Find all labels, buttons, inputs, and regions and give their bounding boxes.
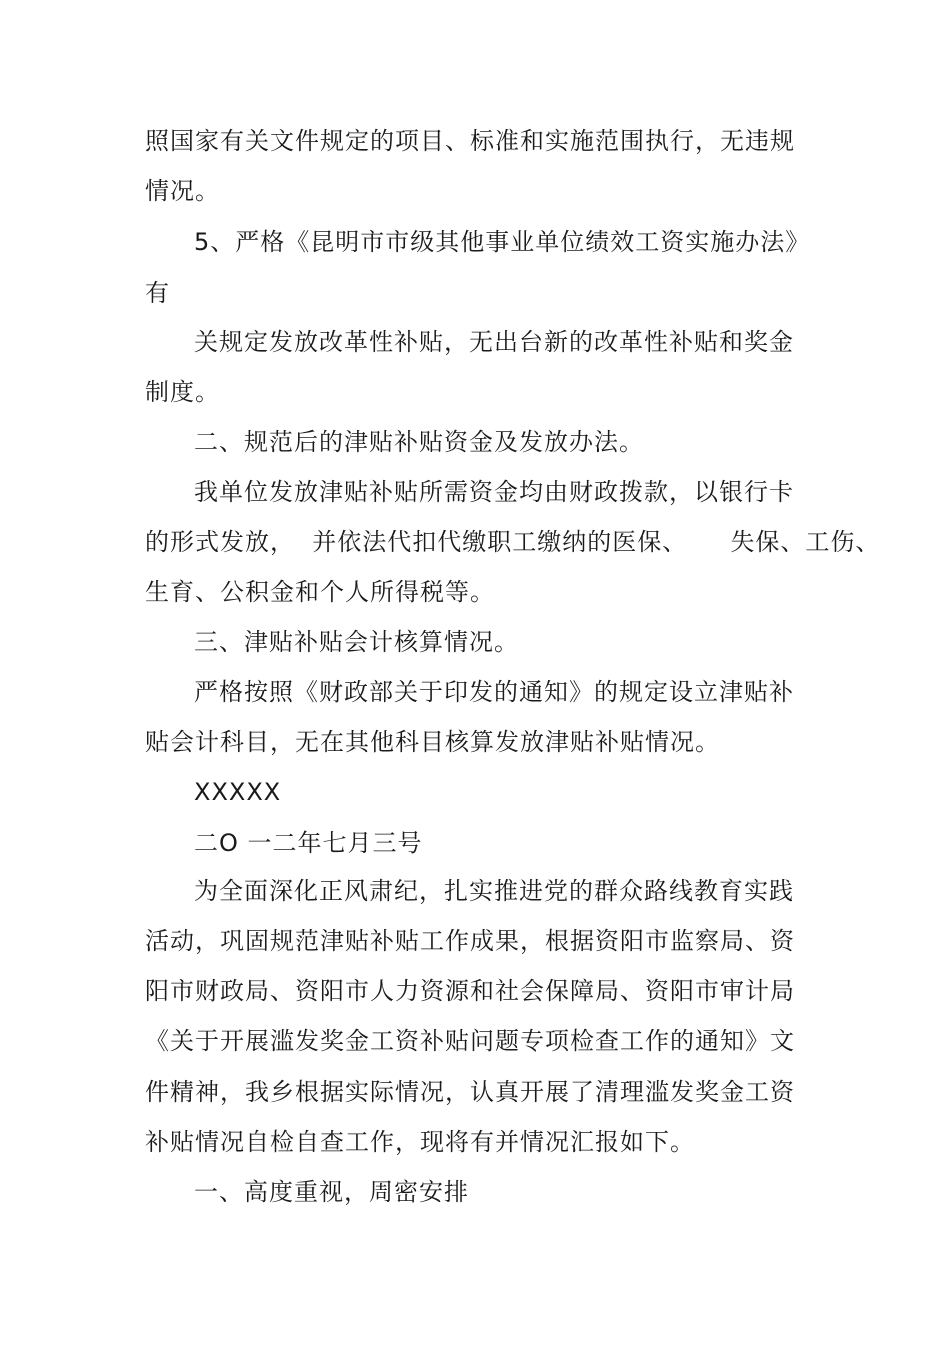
paragraph-line: 补贴情况自检自查工作，现将有并情况汇报如下。 xyxy=(145,1128,695,1156)
paragraph-line: 阳市财政局、资阳市人力资源和社会保障局、资阳市审计局 xyxy=(145,977,795,1005)
paragraph-line: 为全面深化正风肃纪，扎实推进党的群众路线教育实践 xyxy=(194,877,794,905)
paragraph-line: 5、严格《昆明市市级其他事业单位绩效工资实施办法》 xyxy=(194,228,811,256)
paragraph-line: 我单位发放津贴补贴所需资金均由财政拨款，以银行卡 xyxy=(194,478,794,506)
paragraph-line: 活动，巩固规范津贴补贴工作成果，根据资阳市监察局、资 xyxy=(145,927,795,955)
paragraph-line: 的形式发放， 并依法代扣代缴职工缴纳的医保、 失保、工伤、 xyxy=(145,528,881,556)
section-heading: 二、规范后的津贴补贴资金及发放办法。 xyxy=(194,428,644,456)
paragraph-line: 有 xyxy=(145,279,170,307)
paragraph-line: 关规定发放改革性补贴，无出台新的改革性补贴和奖金 xyxy=(194,328,794,356)
section-heading: 一、高度重视，周密安排 xyxy=(194,1178,469,1206)
paragraph-line: 《关于开展滥发奖金工资补贴问题专项检查工作的通知》文 xyxy=(145,1027,795,1055)
paragraph-line: 照国家有关文件规定的项目、标准和实施范围执行，无违规 xyxy=(145,127,795,155)
paragraph-line: 严格按照《财政部关于印发的通知》的规定设立津贴补 xyxy=(194,678,794,706)
section-heading: 三、津贴补贴会计核算情况。 xyxy=(194,628,519,656)
signature-name: XXXXX xyxy=(194,778,282,806)
paragraph-line: 件精神，我乡根据实际情况，认真开展了清理滥发奖金工资 xyxy=(145,1078,795,1106)
paragraph-line: 情况。 xyxy=(145,177,220,205)
paragraph-line: 生育、公积金和个人所得税等。 xyxy=(145,578,495,606)
paragraph-line: 贴会计科目，无在其他科目核算发放津贴补贴情况。 xyxy=(145,728,720,756)
signature-date: 二O 一二年七月三号 xyxy=(194,829,423,857)
paragraph-line: 制度。 xyxy=(145,378,220,406)
